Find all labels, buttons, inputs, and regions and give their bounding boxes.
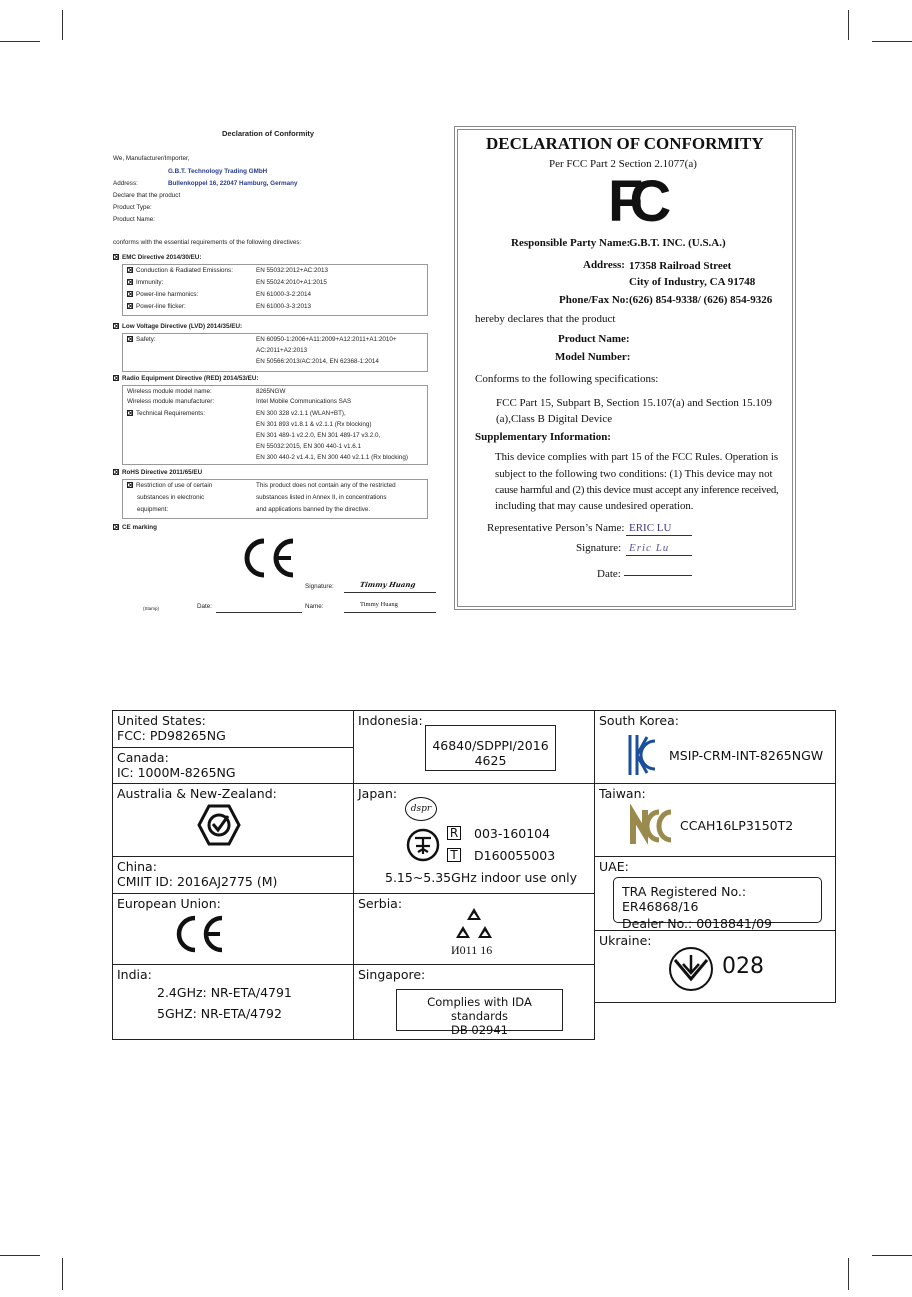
cell-south-korea [594, 710, 836, 784]
rs-title: Serbia: [358, 896, 403, 911]
cell-taiwan [594, 783, 836, 857]
fcc-supp-line: including that may cause undesired operation. [495, 500, 694, 512]
red-tech-value: EN 55032:2015, EN 300 440-1 v1.6.1 [256, 443, 362, 450]
sg-line: Complies with IDA standards [427, 995, 532, 1023]
uae-title: UAE: [599, 859, 629, 874]
cell-serbia [353, 893, 595, 965]
fcc-spec: FCC Part 15, Subpart B, Section 15.107(a) and Section 15.109 [496, 397, 772, 409]
red-mfr-label: Wireless module manufacturer: [127, 398, 215, 405]
fcc-supp-line: subject to the following two conditions: (1) This device may not [495, 468, 773, 480]
emc-row-label: Power-line harmonics: [127, 291, 198, 299]
ce-mark-icon [240, 537, 296, 579]
fcc-address-line: 17358 Railroad Street [629, 260, 732, 272]
fcc-sig: Eric Lu [629, 542, 670, 554]
red-tech-value: EN 301 893 v1.8.1 & v2.1.1 (Rx blocking) [256, 421, 372, 428]
ua-id: 028 [722, 954, 764, 979]
emc-row-label: Conduction & Radiated Emissions: [127, 267, 233, 275]
uae-line: TRA Registered No.: ER46868/16 [622, 884, 747, 914]
fcc-subtitle: Per FCC Part 2 Section 2.1077(a) [549, 158, 697, 170]
fcc-phone: (626) 854-9338/ (626) 854-9326 [629, 294, 773, 306]
signature-line [344, 592, 436, 593]
jp-t-box: T [447, 848, 461, 862]
cell-indonesia [353, 710, 595, 784]
rohs-value: substances listed in Annex II, in concentrations [256, 494, 387, 501]
cell-singapore [353, 964, 595, 1040]
jp-r-box: R [447, 826, 461, 840]
cell-uae [594, 856, 836, 931]
ce-mark-icon [173, 914, 225, 954]
red-mfr: Intel Mobile Communications SAS [256, 398, 352, 405]
fcc-date-label: Date: [597, 568, 621, 580]
signature-handwriting: Timmy Huang [359, 580, 417, 589]
dspr-logo-icon: dspr [405, 797, 437, 821]
crop-mark [872, 41, 912, 42]
id-line: 4625 [474, 753, 507, 768]
jp-title: Japan: [358, 786, 398, 801]
in-title: India: [117, 967, 152, 982]
cell-australia-nz [112, 783, 354, 857]
emc-row-value: EN 61000-3-3:2013 [256, 303, 311, 310]
red-tech-value: EN 301 489-1 v2.2.0, EN 301 489-17 v3.2.0, [256, 432, 381, 439]
cn-title: China: [117, 859, 157, 874]
red-tech-label: Technical Requirements: [127, 410, 205, 418]
red-model: 8265NGW [256, 388, 286, 395]
checkbox-checked-icon [113, 524, 119, 530]
fcc-title: DECLARATION OF CONFORMITY [486, 134, 764, 153]
emc-row-label: Power-line flicker: [127, 303, 186, 311]
emc-row-value: EN 61000-3-2:2014 [256, 291, 311, 298]
emc-row-label: Immunity: [127, 279, 163, 287]
signer-name: Timmy Huang [360, 601, 398, 608]
kr-id: MSIP-CRM-INT-8265NGW [669, 748, 824, 763]
name-line [344, 612, 436, 613]
cn-id: CMIIT ID: 2016AJ2775 (M) [117, 874, 278, 889]
checkbox-checked-icon [113, 375, 119, 381]
in-line: 2.4GHz: NR-ETA/4791 [157, 985, 292, 1000]
lvd-heading: Low Voltage Directive (LVD) 2014/35/EU: [113, 323, 242, 331]
rohs-label: equipment: [137, 506, 169, 513]
eu-intro: We, Manufacturer/Importer, [113, 155, 190, 162]
fcc-rep: ERIC LU [629, 522, 672, 534]
cell-ukraine [594, 930, 836, 1003]
eu-declare: Declare that the product [113, 192, 181, 199]
rohs-heading: RoHS Directive 2011/65/EU [113, 469, 202, 477]
lvd-value: EN 60950-1:2006+A11:2009+A12:2011+A1:2010+ [256, 336, 397, 343]
lvd-value: EN 50566:2013/AC:2014, EN 62368-1:2014 [256, 358, 379, 365]
indonesia-cert-box [425, 725, 556, 771]
eu-address-label: Address: [113, 180, 138, 187]
crop-mark [62, 1258, 63, 1290]
lvd-label: Safety: [127, 336, 156, 344]
kc-mark-icon [627, 733, 657, 777]
tw-title: Taiwan: [599, 786, 646, 801]
ca-id: IC: 1000M-8265NG [117, 765, 236, 780]
cell-canada [112, 747, 354, 784]
singapore-cert-box [396, 989, 563, 1037]
sg-title: Singapore: [358, 967, 426, 982]
uae-cert-box [613, 877, 822, 931]
fcc-address-line: City of Industry, CA 91748 [629, 276, 756, 288]
checkbox-checked-icon [127, 482, 133, 488]
checkbox-checked-icon [113, 469, 119, 475]
checkbox-checked-icon [127, 410, 133, 416]
fcc-rep-label: Representative Person’s Name: [487, 522, 625, 534]
jp-r-id: 003-160104 [474, 826, 551, 841]
date-line [216, 612, 302, 613]
fcc-spec: (a),Class B Digital Device [496, 413, 613, 425]
crop-mark [848, 1258, 849, 1290]
checkbox-checked-icon [127, 303, 133, 309]
checkbox-checked-icon [127, 279, 133, 285]
checkbox-checked-icon [127, 291, 133, 297]
us-title: United States: [117, 713, 206, 728]
rohs-value: and applications banned by the directive. [256, 506, 371, 513]
red-model-label: Wireless module model name: [127, 388, 212, 395]
ukraine-mark-icon [667, 945, 715, 993]
giteki-mark-icon [404, 828, 442, 862]
emc-row-value: EN 55024:2010+A1:2015 [256, 279, 327, 286]
checkbox-checked-icon [113, 254, 119, 260]
sg-line: DB 02941 [451, 1023, 508, 1037]
date-label: Date: [197, 603, 213, 610]
cell-china [112, 856, 354, 894]
kr-title: South Korea: [599, 713, 679, 728]
id-title: Indonesia: [358, 713, 423, 728]
checkbox-checked-icon [127, 267, 133, 273]
ca-title: Canada: [117, 750, 169, 765]
cell-japan [353, 783, 595, 894]
fcc-product-label: Product Name: [558, 333, 630, 345]
emc-row-value: EN 55032:2012+AC:2013 [256, 267, 328, 274]
id-line: 46840/SDPPI/2016 [432, 738, 549, 753]
rs-id: И011 16 [451, 943, 493, 957]
checkbox-checked-icon [113, 323, 119, 329]
eu-product-name-label: Product Name: [113, 216, 155, 223]
serbia-mark-icon [453, 906, 495, 942]
crop-mark [0, 1255, 40, 1256]
signature-label: Signature: [305, 583, 334, 590]
eu-product-type-label: Product Type: [113, 204, 152, 211]
jp-note: 5.15~5.35GHz indoor use only [385, 870, 578, 885]
crop-mark [0, 41, 40, 42]
crop-mark [62, 10, 63, 40]
fcc-supp-line: cause harmful and (2) this device must accept any inference received, [495, 484, 779, 496]
cell-united-states [112, 710, 354, 748]
fcc-supp-line: This device complies with part 15 of the FCC Rules. Operation is [495, 451, 779, 463]
fcc-declares: hereby declares that the product [475, 313, 616, 325]
au-title: Australia & New-Zealand: [117, 786, 277, 801]
rohs-value: This product does not contain any of the restricted [256, 482, 396, 489]
fcc-address-label: Address: [583, 259, 625, 271]
fcc-model-label: Model Number: [555, 351, 631, 363]
rcm-mark-icon [195, 802, 243, 848]
fcc-rep-line [626, 535, 692, 536]
fcc-sig-label: Signature: [576, 542, 622, 554]
jp-t-id: D160055003 [474, 848, 556, 863]
eu-conforms: conforms with the essential requirements of the following directives: [113, 239, 302, 246]
uae-line: Dealer No.: 0018841/09 [622, 916, 772, 931]
rohs-label: Restriction of use of certain [127, 482, 212, 490]
rohs-label: substances in electronic [137, 494, 205, 501]
red-tech-value: EN 300 440-2 v1.4.1, EN 300 440 v2.1.1 (Rx blocking) [256, 454, 408, 461]
ncc-mark-icon [625, 804, 673, 848]
eu-address: Bullenkoppel 16, 22047 Hamburg, Germany [168, 180, 298, 187]
ua-title: Ukraine: [599, 933, 652, 948]
fcc-supp-label: Supplementary Information: [475, 431, 611, 443]
stamp-label: (Stamp) [143, 606, 160, 611]
fcc-party: G.B.T. INC. (U.S.A.) [629, 237, 726, 249]
fcc-phone-label: Phone/Fax No: [559, 294, 629, 306]
lvd-value: AC:2011+A2:2013 [256, 347, 308, 354]
eu-company: G.B.T. Technology Trading GMbH [168, 168, 268, 175]
in-line: 5GHZ: NR-ETA/4792 [157, 1006, 282, 1021]
cell-india [112, 964, 354, 1040]
emc-heading: EMC Directive 2014/30/EU: [113, 254, 201, 262]
checkbox-checked-icon [127, 336, 133, 342]
fcc-conforms: Conforms to the following specifications: [475, 373, 659, 385]
tw-id: CCAH16LP3150T2 [680, 818, 794, 833]
crop-mark [872, 1255, 912, 1256]
red-tech-value: EN 300 328 v2.1.1 (WLAN+BT), [256, 410, 346, 417]
name-label: Name: [305, 603, 324, 610]
cell-european-union [112, 893, 354, 965]
eu-doc-title: Declaration of Conformity [222, 129, 315, 138]
us-id: FCC: PD98265NG [117, 728, 226, 743]
eu-title: European Union: [117, 896, 221, 911]
red-heading: Radio Equipment Directive (RED) 2014/53/EU: [113, 375, 258, 383]
crop-mark [848, 10, 849, 40]
fcc-sig-line [626, 555, 692, 556]
ce-heading: CE marking [113, 524, 157, 532]
fcc-date-line [624, 575, 692, 576]
fcc-party-label: Responsible Party Name: [511, 237, 631, 249]
